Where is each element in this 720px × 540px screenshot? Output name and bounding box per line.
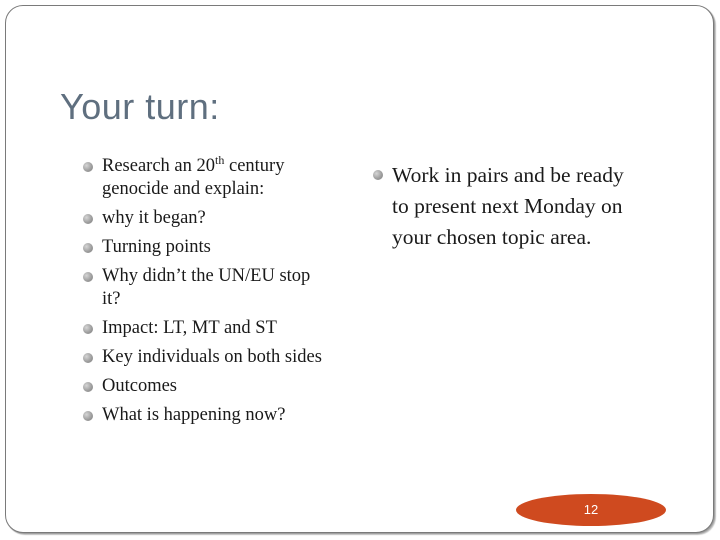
list-item <box>80 375 330 398</box>
list-item-text: Turning points <box>102 237 211 257</box>
right-bullet-list <box>370 160 630 253</box>
list-item-superscript: th <box>215 153 225 167</box>
bullet-icon <box>83 214 93 224</box>
list-item-text: Outcomes <box>102 376 178 396</box>
list-item-text: Impact: LT, MT and ST <box>102 318 277 338</box>
list-item-text-continued: century genocide and explain: <box>102 156 285 199</box>
list-item <box>80 207 330 230</box>
bullet-icon <box>373 170 383 180</box>
left-bullet-list <box>80 155 330 433</box>
list-item <box>80 155 330 201</box>
page-number-badge: 12 <box>516 494 666 526</box>
bullet-icon <box>83 382 93 392</box>
list-item <box>370 160 630 253</box>
bullet-icon <box>83 324 93 334</box>
list-item-text: Work in pairs and be ready to present next Monday on your chosen topic area. <box>392 163 624 249</box>
list-item <box>80 317 330 340</box>
bullet-icon <box>83 353 93 363</box>
list-item <box>80 346 330 369</box>
bullet-icon <box>83 243 93 253</box>
bullet-icon <box>83 272 93 282</box>
list-item-text: Why didn’t the UN/EU stop it? <box>102 266 311 309</box>
list-item-text: What is happening now? <box>102 405 286 425</box>
list-item <box>80 265 330 311</box>
list-item-text: why it began? <box>102 208 206 228</box>
list-item-text: Key individuals on both sides <box>102 347 322 367</box>
list-item <box>80 404 330 427</box>
bullet-icon <box>83 411 93 421</box>
slide-title: Your turn: <box>60 86 220 127</box>
list-item-text: Research an 20 <box>102 156 216 176</box>
list-item <box>80 236 330 259</box>
bullet-icon <box>83 162 93 172</box>
